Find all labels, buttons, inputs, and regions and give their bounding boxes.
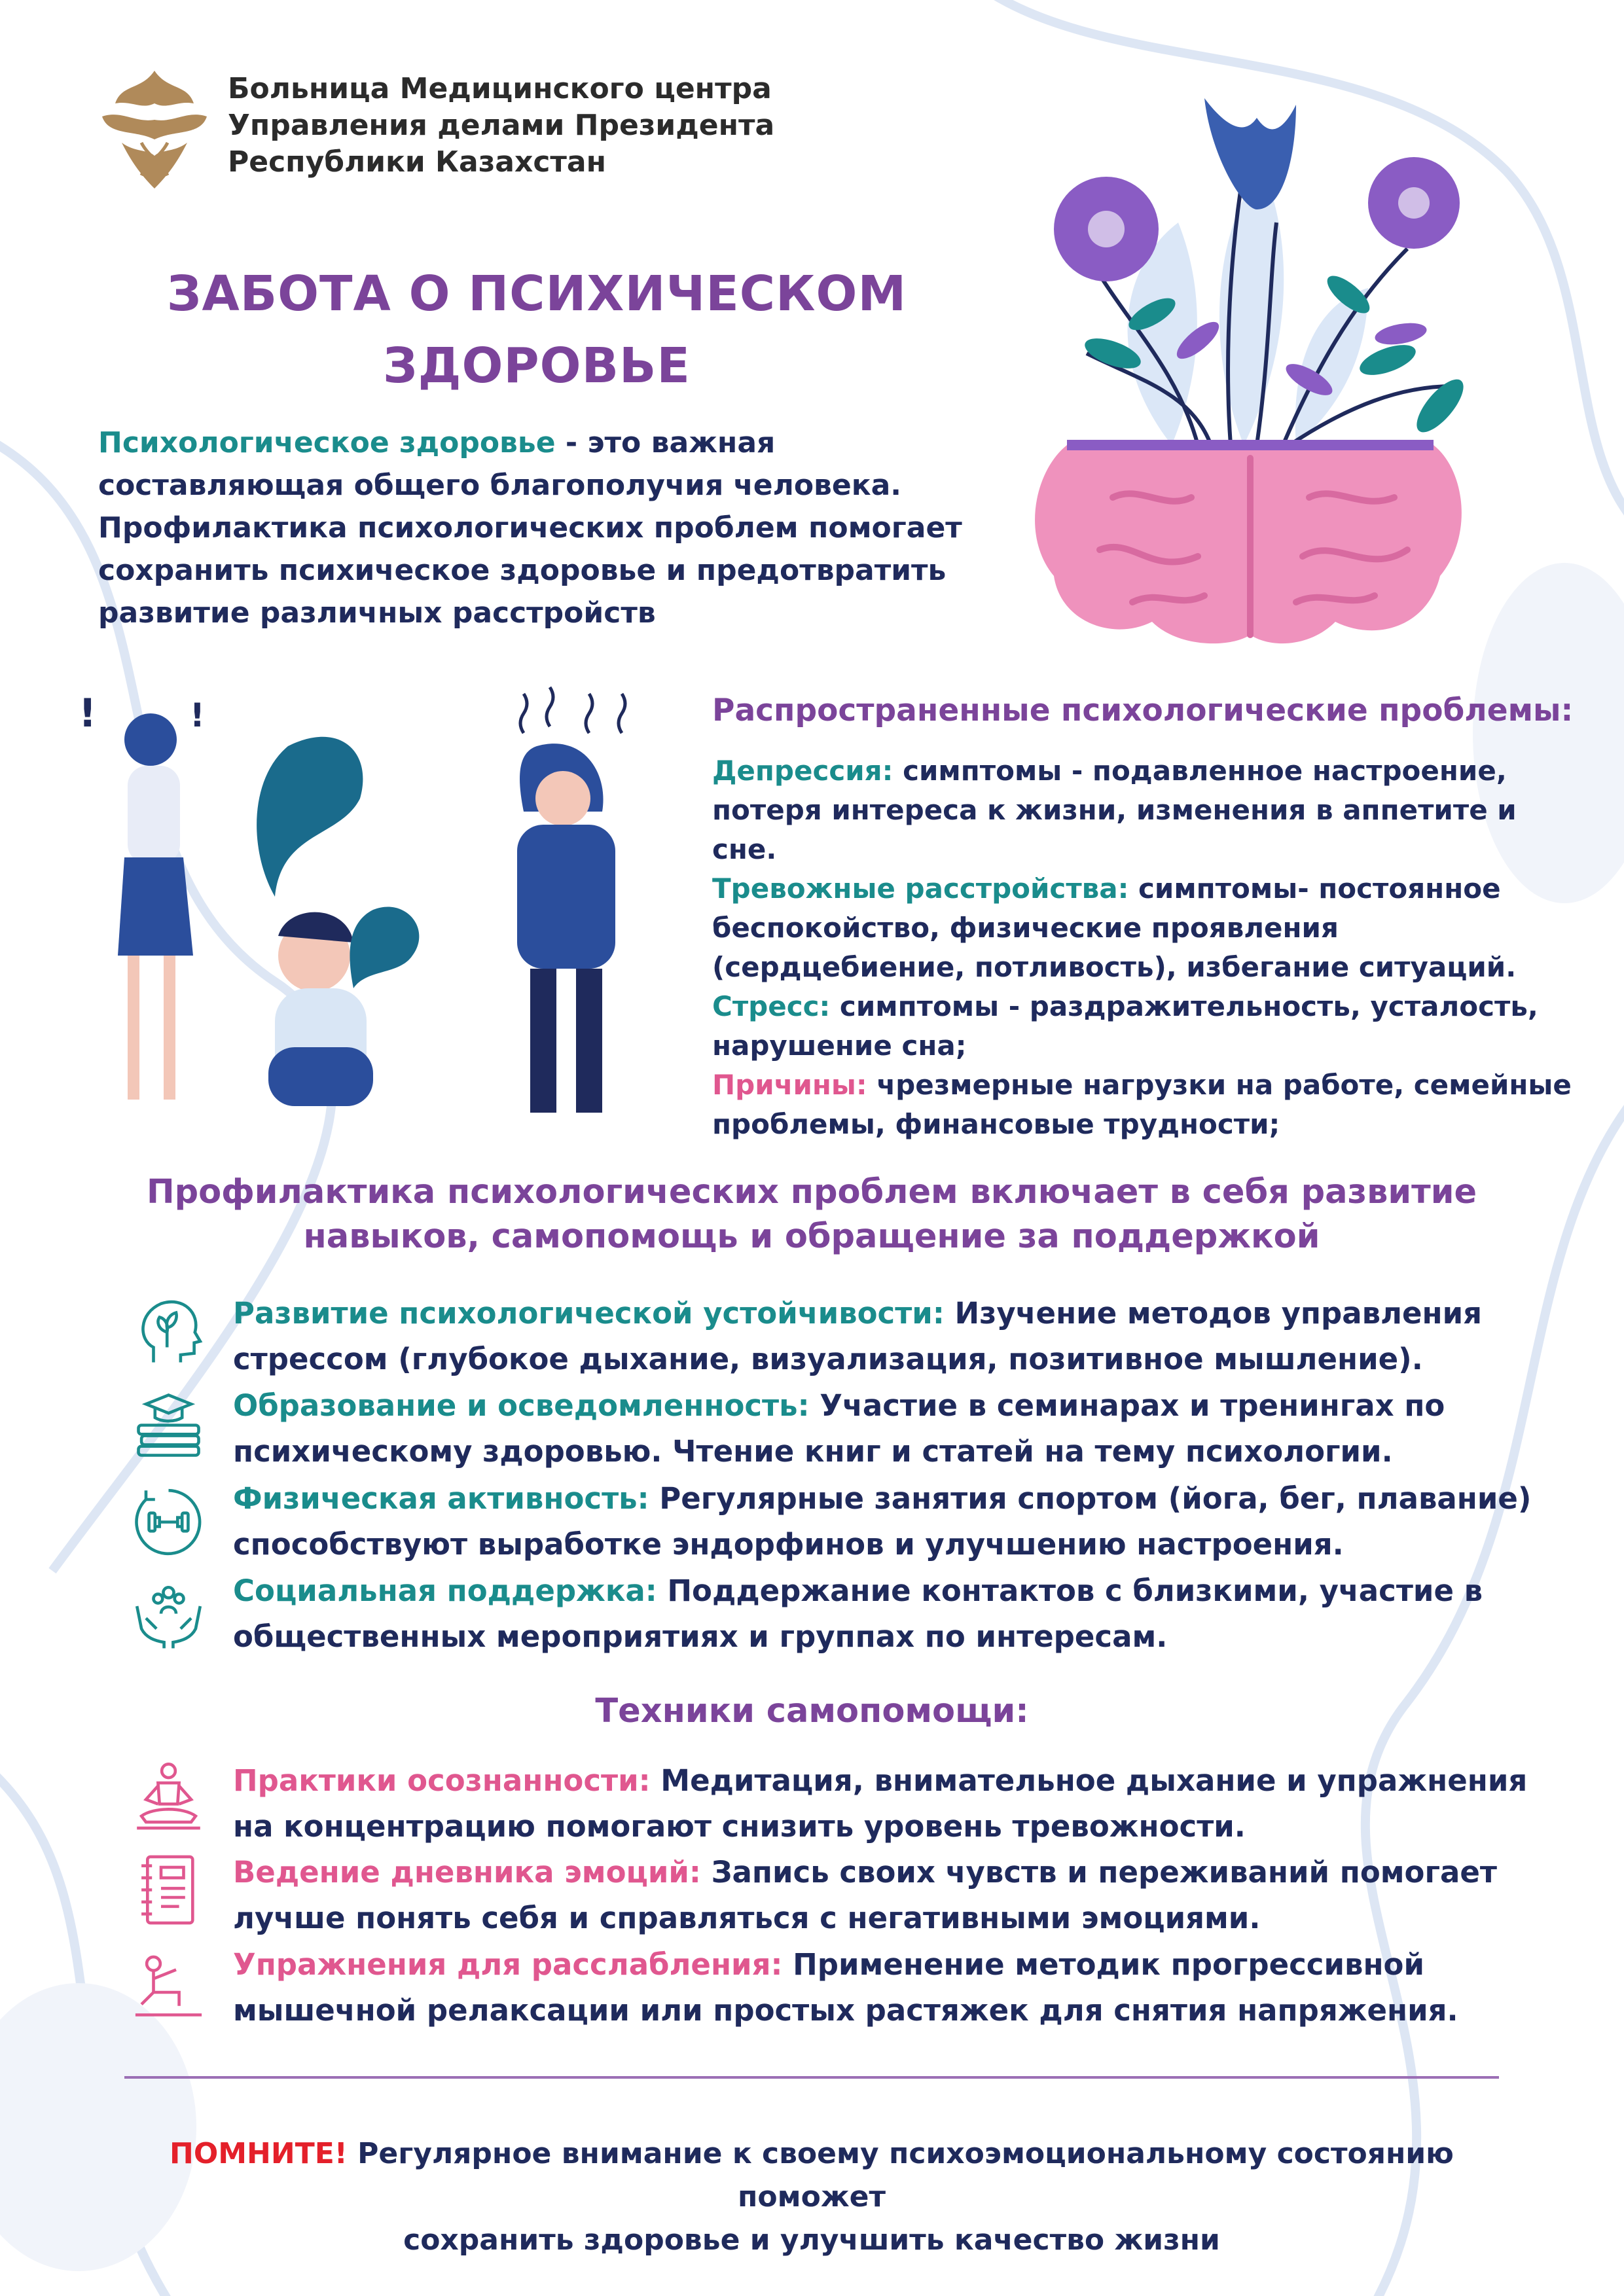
prevention-title [98, 1170, 1525, 1259]
head-plant-icon [131, 1295, 206, 1370]
prevention-item-activity [233, 1476, 1536, 1568]
problem-anxiety-text: симптомы- постоянное беспокойство, физические проявления (сердцебиение, потливость), избегание ситуаций. [712, 872, 1517, 983]
selfhelp-item-mindfulness [233, 1758, 1536, 1850]
meditation-icon [131, 1757, 206, 1833]
reminder-text-line1: Регулярное внимание к своему психоэмоциональному состоянию поможет [347, 2137, 1454, 2214]
prevention-social-text: Поддержание контактов с близкими, участие в общественных мероприятиях и группах по интересам. [233, 1573, 1483, 1654]
prevention-resilience-text: Изучение методов управления стрессом (глубокое дыхание, визуализация, позитивное мышление). [233, 1296, 1483, 1376]
problem-causes-label: Причины: [712, 1069, 867, 1101]
hospital-name-line3: Республики Казахстан [228, 145, 607, 179]
problems-title: Распространенные психологические проблемы: [712, 692, 1574, 728]
problem-anxiety [712, 869, 1583, 987]
stressed-people-illustration [65, 681, 674, 1126]
prevention-education-text: Участие в семинарах и тренингах по психическому здоровью. Чтение книг и статей на тему психологии. [233, 1388, 1445, 1469]
prevention-title-line2: навыков, самопомощь и обращение за поддержкой [303, 1217, 1320, 1256]
hands-people-icon [131, 1576, 206, 1651]
selfhelp-journal-label: Ведение дневника эмоций: [233, 1855, 701, 1890]
reminder-line1 [98, 2132, 1525, 2219]
prevention-activity-text: Регулярные занятия спортом (йога, бег, плавание) способствуют выработке эндорфинов и улучшению настроения. [233, 1481, 1532, 1562]
problem-depression-text: симптомы - подавленное настроение, потеря интереса к жизни, изменения в аппетите и сне. [712, 755, 1517, 865]
stretching-icon [131, 1947, 206, 2022]
problem-anxiety-label: Тревожные расстройства: [712, 872, 1129, 905]
problem-stress [712, 987, 1583, 1066]
prevention-resilience-label: Развитие психологической устойчивости: [233, 1296, 945, 1331]
hospital-logo-icon [96, 64, 213, 195]
problems-list [712, 751, 1583, 1144]
intro-paragraph [98, 422, 1015, 634]
problem-causes-text: чрезмерные нагрузки на работе, семейные проблемы, финансовые трудности; [712, 1069, 1572, 1140]
prevention-item-resilience [233, 1291, 1536, 1382]
selfhelp-relaxation-label: Упражнения для расслабления: [233, 1947, 783, 1982]
page-title [105, 258, 969, 402]
selfhelp-relaxation-text: Применение методик прогрессивной мышечной релаксации или простых растяжек для снятия напряжения. [233, 1947, 1458, 2028]
selfhelp-mindfulness-text: Медитация, внимательное дыхание и упражнения на концентрацию помогают снизить уровень тревожности. [233, 1763, 1528, 1844]
brain-flowers-illustration [982, 79, 1506, 655]
hospital-name [228, 71, 774, 181]
prevention-social-label: Социальная поддержка: [233, 1573, 657, 1608]
prevention-item-social [233, 1568, 1536, 1660]
page-title-line2: ЗДОРОВЬЕ [383, 338, 691, 394]
problem-causes [712, 1066, 1583, 1144]
reminder-label: ПОМНИТЕ! [170, 2137, 348, 2170]
selfhelp-item-journal [233, 1850, 1536, 1941]
intro-text: - это важная составляющая общего благополучия человека. Профилактика психологических проблем помогает сохранить психическое здоровье и предотвратить развитие различных расстройств [98, 426, 962, 630]
notebook-icon [131, 1852, 206, 1928]
hospital-name-line1: Больница Медицинского центра [228, 72, 772, 105]
intro-term: Психологическое здоровье [98, 426, 556, 459]
selfhelp-journal-text: Запись своих чувств и переживаний помогает лучше понять себя и справляться с негативными эмоциями. [233, 1855, 1497, 1935]
problem-depression-label: Депрессия: [712, 755, 893, 787]
prevention-activity-label: Физическая активность: [233, 1481, 649, 1516]
prevention-item-education [233, 1383, 1536, 1475]
footer-divider [124, 2076, 1499, 2079]
svg-text:!: ! [190, 696, 205, 734]
page-title-line1: ЗАБОТА О ПСИХИЧЕСКОМ [166, 266, 907, 322]
svg-text:!: ! [79, 691, 97, 736]
selfhelp-title: Техники самопомощи: [595, 1692, 1029, 1731]
problem-depression [712, 751, 1583, 869]
books-graduation-cap-icon [131, 1388, 206, 1463]
reminder-text-line2: сохранить здоровье и улучшить качество жизни [403, 2223, 1220, 2257]
selfhelp-mindfulness-label: Практики осознанности: [233, 1763, 651, 1798]
reminder [98, 2132, 1525, 2262]
prevention-title-line1: Профилактика психологических проблем включает в себя развитие [146, 1173, 1477, 1211]
selfhelp-item-relaxation [233, 1942, 1536, 2034]
problem-stress-label: Стресс: [712, 990, 831, 1022]
prevention-education-label: Образование и осведомленность: [233, 1388, 810, 1423]
dumbbell-icon [131, 1484, 206, 1560]
problem-stress-text: симптомы - раздражительность, усталость, нарушение сна; [712, 990, 1538, 1062]
hospital-name-line2: Управления делами Президента [228, 109, 775, 142]
